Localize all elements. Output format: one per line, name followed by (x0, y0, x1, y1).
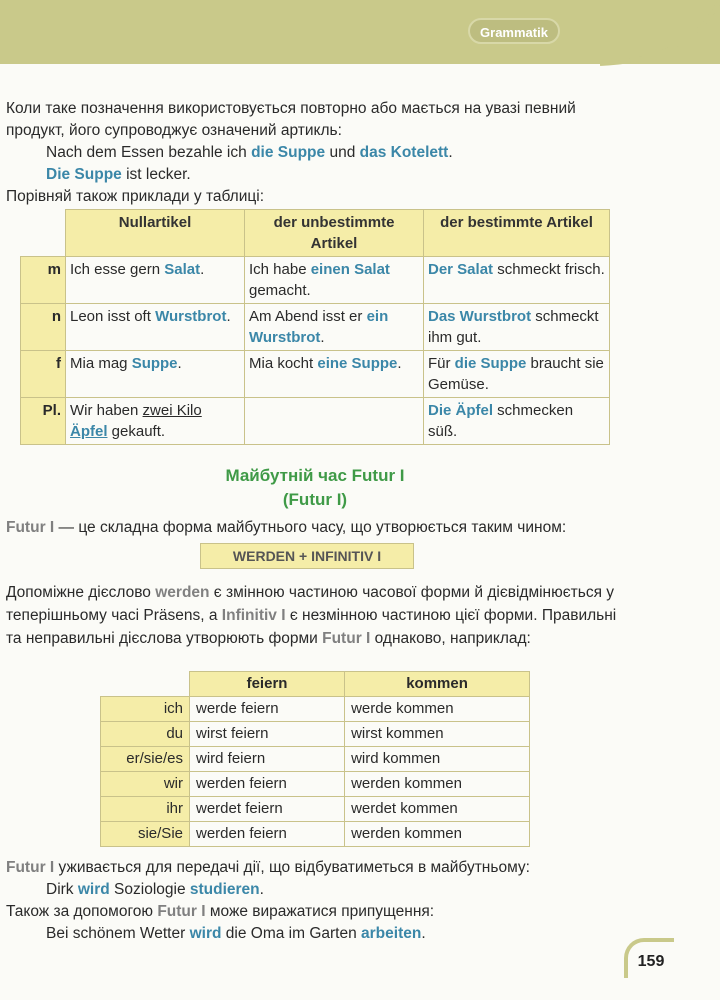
table-cell: wird feiern (190, 747, 345, 772)
table-header-row (101, 672, 530, 697)
table-cell: Mia mag Suppe. (66, 351, 245, 398)
table-cell: Der Salat schmeckt frisch. (424, 257, 610, 304)
usage-note: Також за допомогою Futur I може виражатися припущення: (6, 903, 435, 920)
table-row (101, 697, 530, 722)
table-row (101, 822, 530, 847)
example-sentence: Nach dem Essen bezahle ich die Suppe und das Kotelett. (46, 144, 453, 161)
table-cell: werden feiern (190, 772, 345, 797)
table-cell: wird kommen (345, 747, 530, 772)
pronoun-cell: ihr (101, 797, 190, 822)
pronoun-cell: ich (101, 697, 190, 722)
example-sentence: Dirk wird Soziologie studieren. (46, 881, 264, 898)
section-subtitle: (Futur I) (282, 490, 348, 509)
column-header: der bestimmte Artikel (424, 210, 610, 257)
section-badge: Grammatik (468, 18, 560, 44)
row-label: n (21, 304, 66, 351)
table-cell: wirst feiern (190, 722, 345, 747)
table-cell: werde feiern (190, 697, 345, 722)
column-header: Nullartikel (66, 210, 245, 257)
page-number: 159 (624, 938, 674, 978)
pronoun-cell: du (101, 722, 190, 747)
intro-line: продукт, його супроводжує означений артикль: (6, 122, 342, 139)
table-row (21, 304, 610, 351)
futur-definition: Futur I — це складна форма майбутнього часу, що утворюється таким чином: (6, 519, 567, 536)
table-cell: werden feiern (190, 822, 345, 847)
table-cell: Ich esse gern Salat. (66, 257, 245, 304)
table-row (21, 351, 610, 398)
usage-note: Futur I уживається для передачі дії, що відбуватиметься в майбутньому: (6, 859, 530, 876)
conjugation-table (100, 671, 530, 847)
table-cell: werden kommen (345, 772, 530, 797)
row-label: f (21, 351, 66, 398)
table-row (101, 772, 530, 797)
table-cell: werdet feiern (190, 797, 345, 822)
compare-note: Порівняй також приклади у таблиці: (6, 188, 265, 205)
table-cell: Am Abend isst er ein Wurstbrot. (245, 304, 424, 351)
futur-explanation: Допоміжне дієслово werden є змінною частиною часової форми й дієвідмінюється у теперішньому часі Präsens, а Infinitiv I є незмінною частиною цієї форми. Правильні та неправильні дієслова утворюють форми Futur I однаково, наприклад: (6, 584, 617, 647)
table-cell: werde kommen (345, 697, 530, 722)
table-cell-empty (245, 398, 424, 445)
table-cell: Für die Suppe braucht sie Gemüse. (424, 351, 610, 398)
table-cell: Ich habe einen Salat gemacht. (245, 257, 424, 304)
table-cell: Die Äpfel schmecken süß. (424, 398, 610, 445)
table-cell: werdet kommen (345, 797, 530, 822)
table-cell: Mia kocht eine Suppe. (245, 351, 424, 398)
row-label: m (21, 257, 66, 304)
formula-box: WERDEN + INFINITIV I (200, 543, 414, 569)
pronoun-cell: wir (101, 772, 190, 797)
table-corner (101, 672, 190, 697)
table-row (21, 257, 610, 304)
article-comparison-table (20, 209, 610, 445)
table-header-row (21, 210, 610, 257)
section-title: Майбутній час Futur I (225, 466, 405, 485)
table-row (21, 398, 610, 445)
example-sentence: Bei schönem Wetter wird die Oma im Garten arbeiten. (46, 925, 426, 942)
column-header: kommen (345, 672, 530, 697)
table-cell: Das Wurstbrot schmeckt ihm gut. (424, 304, 610, 351)
row-label: Pl. (21, 398, 66, 445)
intro-line: Коли таке позначення використовується повторно або мається на увазі певний (6, 100, 576, 117)
table-row (101, 797, 530, 822)
table-cell: wirst kommen (345, 722, 530, 747)
table-row (101, 747, 530, 772)
table-cell: Leon isst oft Wurstbrot. (66, 304, 245, 351)
pronoun-cell: er/sie/es (101, 747, 190, 772)
table-cell: Wir haben zwei Kilo Äpfel gekauft. (66, 398, 245, 445)
column-header: der unbestimmte Artikel (245, 210, 424, 257)
intro-paragraph (6, 98, 626, 142)
table-corner (21, 210, 66, 257)
table-cell: werden kommen (345, 822, 530, 847)
table-row (101, 722, 530, 747)
example-sentence: Die Suppe ist lecker. (46, 166, 191, 183)
column-header: feiern (190, 672, 345, 697)
pronoun-cell: sie/Sie (101, 822, 190, 847)
